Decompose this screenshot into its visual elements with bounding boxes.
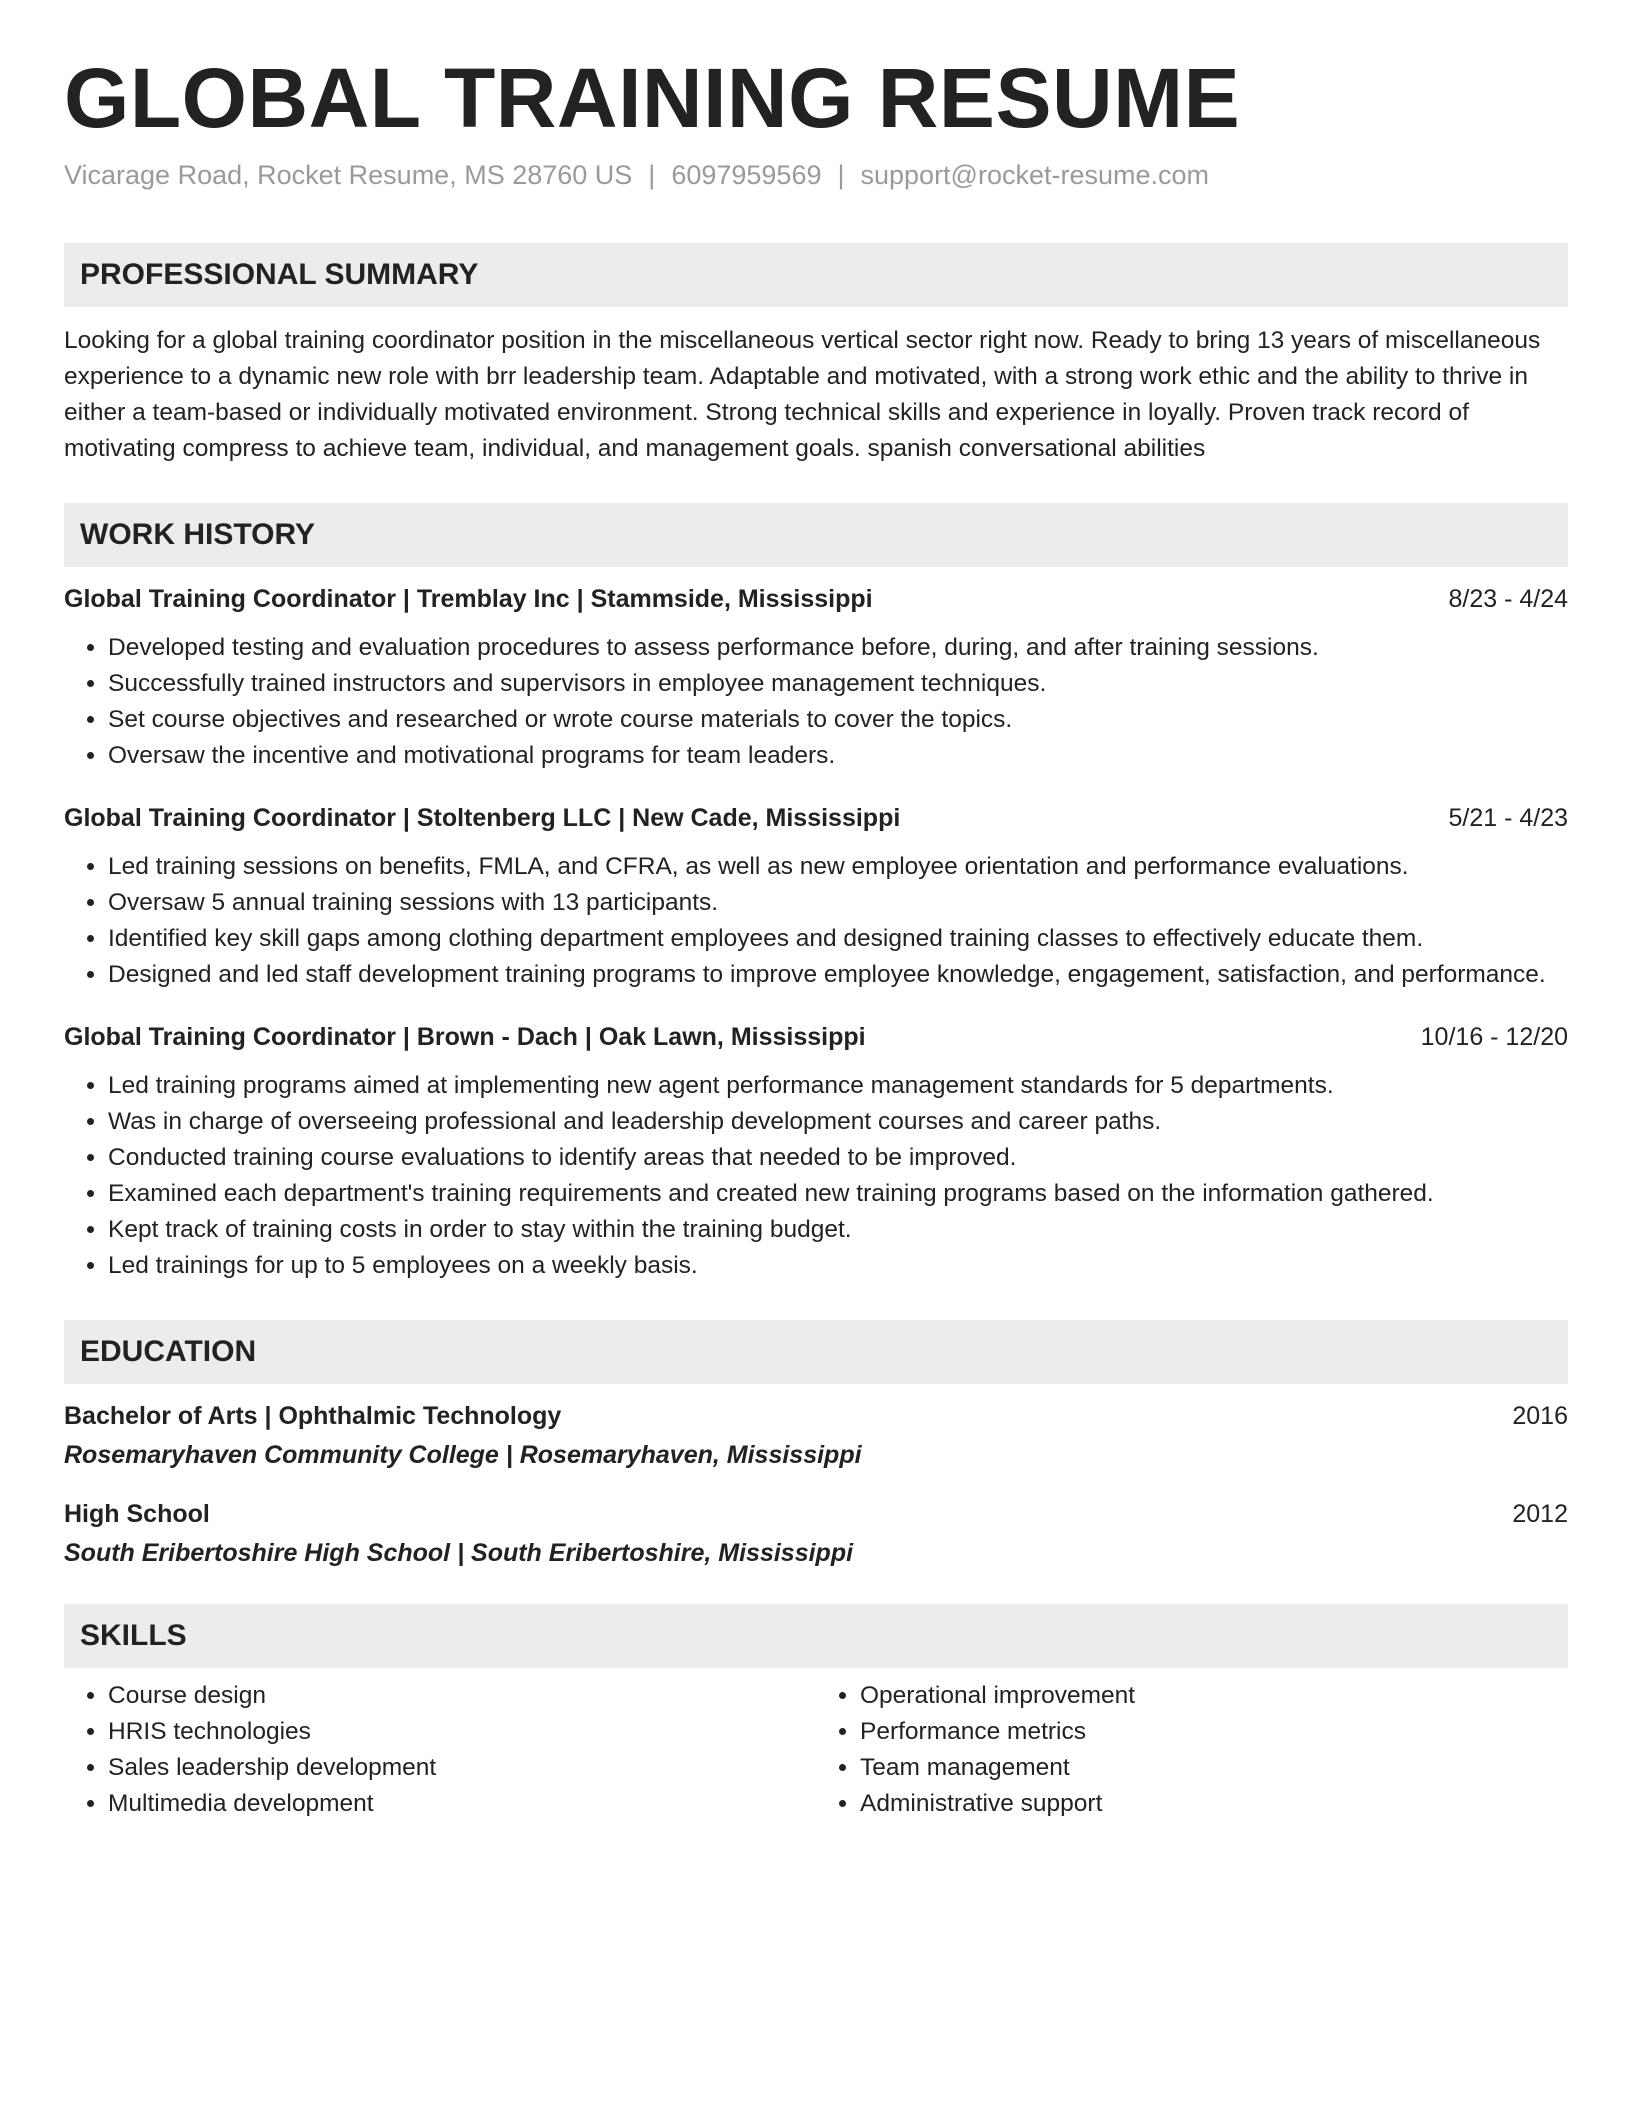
job-bullets [64,849,1568,993]
job-bullet: • Led trainings for up to 5 employees on a weekly basis. [108,1248,1568,1284]
job-title: Global Training Coordinator | Tremblay Inc | Stammside, Mississippi [64,585,873,614]
skill-item: • Administrative support [860,1786,1568,1822]
education-header [64,1500,1568,1529]
job-bullet: • Designed and led staff development training programs to improve employee knowledge, engagement, satisfaction, and performance. [108,957,1568,993]
skill-item: • Team management [860,1750,1568,1786]
job-title: Global Training Coordinator | Stoltenberg LLC | New Cade, Mississippi [64,804,901,833]
job-bullet: • Oversaw the incentive and motivational programs for team leaders. [108,738,1568,774]
job-bullet: • Developed testing and evaluation procedures to assess performance before, during, and after training sessions. [108,630,1568,666]
job-dates: 8/23 - 4/24 [1448,585,1568,614]
section-heading-education: EDUCATION [64,1320,1568,1384]
job-bullet: • Led training sessions on benefits, FMLA, and CFRA, as well as new employee orientation and performance evaluations. [108,849,1568,885]
contact-email: support@rocket-resume.com [860,160,1210,191]
education-year: 2012 [1512,1500,1568,1529]
contact-separator: | [648,160,656,191]
job-bullets [64,1068,1568,1284]
skills-column-left [64,1678,816,1822]
skill-item: • Sales leadership development [108,1750,816,1786]
job-bullet: • Examined each department's training requirements and created new training programs based on the information gathered. [108,1176,1568,1212]
job-bullet: • Was in charge of overseeing professional and leadership development courses and career paths. [108,1104,1568,1140]
skill-item: • Operational improvement [860,1678,1568,1714]
job-bullet: • Conducted training course evaluations to identify areas that needed to be improved. [108,1140,1568,1176]
job-header [64,1023,1568,1052]
skills-list [64,1678,1568,1822]
section-heading-skills: SKILLS [64,1604,1568,1668]
job-bullet: • Set course objectives and researched or wrote course materials to cover the topics. [108,702,1568,738]
job-entry [64,1023,1568,1284]
skill-item: • HRIS technologies [108,1714,816,1750]
skill-item: • Course design [108,1678,816,1714]
job-bullet: • Successfully trained instructors and supervisors in employee management techniques. [108,666,1568,702]
job-bullet: • Kept track of training costs in order to stay within the training budget. [108,1212,1568,1248]
job-header [64,585,1568,614]
education-school: Rosemaryhaven Community College | Rosemaryhaven, Mississippi [64,1441,862,1470]
contact-line [64,160,1568,191]
education-entry [64,1500,1568,1568]
skills-column-right [816,1678,1568,1822]
job-bullet: • Led training programs aimed at implementing new agent performance management standards for 5 departments. [108,1068,1568,1104]
education-entry [64,1402,1568,1470]
job-bullet: • Identified key skill gaps among clothing department employees and designed training classes to effectively educate them. [108,921,1568,957]
contact-address: Vicarage Road, Rocket Resume, MS 28760 US [64,160,633,191]
job-bullets [64,630,1568,774]
job-entry [64,804,1568,993]
education-degree: High School [64,1500,210,1529]
contact-separator: | [837,160,845,191]
resume-name: GLOBAL TRAINING RESUME [64,51,1241,145]
education-header [64,1402,1568,1431]
skill-item: • Multimedia development [108,1786,816,1822]
job-bullet: • Oversaw 5 annual training sessions with 13 participants. [108,885,1568,921]
education-degree: Bachelor of Arts | Ophthalmic Technology [64,1402,562,1431]
section-heading-summary: PROFESSIONAL SUMMARY [64,243,1568,307]
job-dates: 5/21 - 4/23 [1448,804,1568,833]
job-title: Global Training Coordinator | Brown - Dach | Oak Lawn, Mississippi [64,1023,866,1052]
job-entry [64,585,1568,774]
contact-phone: 6097959569 [671,160,822,191]
job-dates: 10/16 - 12/20 [1420,1023,1568,1052]
education-year: 2016 [1512,1402,1568,1431]
skill-item: • Performance metrics [860,1714,1568,1750]
education-school: South Eribertoshire High School | South Eribertoshire, Mississippi [64,1539,854,1568]
section-heading-work-history: WORK HISTORY [64,503,1568,567]
job-header [64,804,1568,833]
summary-text: Looking for a global training coordinator position in the miscellaneous vertical sector right now. Ready to bring 13 years of miscellaneous experience to a dynamic new role with brr leadership team. Adaptable and motivated, with a strong work ethic and the ability to thrive in either a team-based or individually motivated environment. Strong technical skills and experience in loyally. Proven track record of motivating compress to achieve team, individual, and management goals. spanish conversational abilities [64,327,1541,463]
